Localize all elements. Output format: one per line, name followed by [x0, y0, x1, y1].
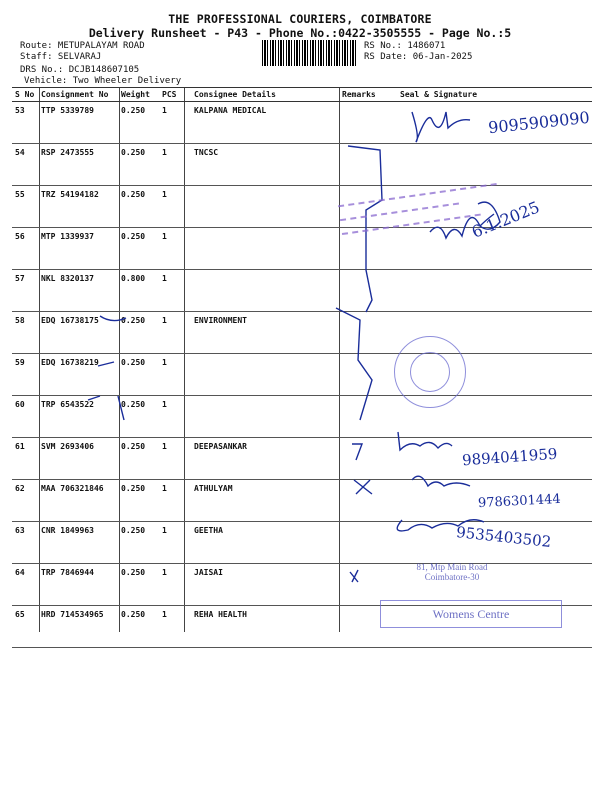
weight-cell: 0.250 [121, 610, 146, 619]
sno-cell: 58 [15, 316, 25, 325]
weight-cell: 0.250 [121, 190, 146, 199]
consignee-cell: GEETHA [194, 526, 223, 535]
sno-cell: 53 [15, 106, 25, 115]
weight-cell: 0.250 [121, 148, 146, 157]
consignee-cell: REHA HEALTH [194, 610, 247, 619]
consignee-cell: DEEPASANKAR [194, 442, 247, 451]
sno-cell: 54 [15, 148, 25, 157]
pcs-cell: 1 [162, 442, 167, 451]
consignee-cell: ENVIRONMENT [194, 316, 247, 325]
consignee-cell: ATHULYAM [194, 484, 233, 493]
rs-date-text: RS Date: 06-Jan-2025 [364, 52, 473, 62]
weight-cell: 0.250 [121, 232, 146, 241]
header-weight: Weight [121, 90, 150, 99]
signature-62 [412, 476, 470, 486]
signature-53 [412, 112, 470, 142]
remark-cross [350, 570, 358, 582]
weight-cell: 0.250 [121, 316, 146, 325]
stamp-64-line1: 81, Mtp Main Road [416, 562, 488, 572]
handwritten-date-56: 6.1.2025 [469, 197, 543, 242]
tick-mark [100, 316, 126, 321]
handwritten-phone-61: 9894041959 [461, 444, 558, 470]
handwritten-phone-63: 9535403502 [455, 523, 553, 551]
bracket-mark [336, 308, 372, 420]
header-consignee: Consignee Details [194, 90, 276, 99]
consignment-cell: RSP 2473555 [41, 148, 94, 157]
pcs-cell: 1 [162, 358, 167, 367]
consignment-cell: NKL 8320137 [41, 274, 94, 283]
remark-mark [352, 444, 362, 460]
consignee-cell: JAISAI [194, 568, 223, 577]
consignment-cell: TRP 7846944 [41, 568, 94, 577]
consignment-cell: HRD 714534965 [41, 610, 104, 619]
pcs-cell: 1 [162, 316, 167, 325]
handwritten-phone-62: 9786301444 [477, 491, 562, 512]
consignee-cell: TNCSC [194, 148, 219, 157]
sno-cell: 57 [15, 274, 25, 283]
consignment-cell: CNR 1849963 [41, 526, 94, 535]
sno-cell: 65 [15, 610, 25, 619]
pcs-cell: 1 [162, 400, 167, 409]
sno-cell: 61 [15, 442, 25, 451]
sno-cell: 63 [15, 526, 25, 535]
consignment-cell: MAA 706321846 [41, 484, 104, 493]
consignment-cell: TRP 6543522 [41, 400, 94, 409]
sno-cell: 59 [15, 358, 25, 367]
header-remarks: Remarks [342, 90, 376, 99]
pcs-cell: 1 [162, 190, 167, 199]
sno-cell: 60 [15, 400, 25, 409]
weight-cell: 0.250 [121, 400, 146, 409]
consignment-cell: EDQ 16738219 [41, 358, 99, 367]
tick-mark [88, 396, 100, 400]
remark-cross [354, 480, 372, 494]
sno-cell: 55 [15, 190, 25, 199]
stamp-65-text: Womens Centre [432, 607, 510, 621]
sno-cell: 64 [15, 568, 25, 577]
vehicle-text: Vehicle: Two Wheeler Delivery [24, 76, 182, 86]
weight-cell: 0.250 [121, 568, 146, 577]
pcs-cell: 1 [162, 148, 167, 157]
pcs-cell: 1 [162, 484, 167, 493]
stamp-64-line2: Coimbatore-30 [424, 572, 480, 582]
weight-cell: 0.250 [121, 358, 146, 367]
consignment-cell: TTP 5339789 [41, 106, 94, 115]
weight-cell: 0.250 [121, 106, 146, 115]
consignment-cell: TRZ 54194182 [41, 190, 99, 199]
consignee-cell: KALPANA MEDICAL [194, 106, 267, 115]
page-subtitle: Delivery Runsheet - P43 - Phone No.:0422-3505555 - Page No.:5 [88, 26, 512, 40]
weight-cell: 0.250 [121, 526, 146, 535]
consignment-cell: SVM 2693406 [41, 442, 94, 451]
page-title: THE PROFESSIONAL COURIERS, COIMBATORE [168, 12, 432, 26]
round-seal-59-60 [394, 336, 466, 408]
rs-no-text: RS No.: 1486071 [364, 41, 446, 51]
weight-cell: 0.250 [121, 484, 146, 493]
pcs-cell: 1 [162, 526, 167, 535]
header-sno: S No [15, 90, 35, 99]
header-seal-signature: Seal & Signature [400, 90, 478, 99]
pcs-cell: 1 [162, 274, 167, 283]
address-stamp-64 [388, 548, 516, 582]
sno-cell: 56 [15, 232, 25, 241]
header-consignment: Consignment No [41, 90, 109, 99]
rect-stamp-65 [380, 600, 562, 628]
header-pcs: PCS [162, 90, 177, 99]
consignment-cell: MTP 1339937 [41, 232, 94, 241]
route-text: Route: METUPALAYAM ROAD [20, 41, 145, 51]
pcs-cell: 1 [162, 568, 167, 577]
handwritten-phone-53: 9095909090 [487, 107, 591, 138]
tick-mark [118, 396, 124, 420]
pcs-cell: 1 [162, 106, 167, 115]
pcs-cell: 1 [162, 232, 167, 241]
sno-cell: 62 [15, 484, 25, 493]
staff-text: Staff: SELVARAJ [20, 52, 102, 62]
signature-61 [398, 432, 452, 450]
pcs-cell: 1 [162, 610, 167, 619]
drs-text: DRS No.: DCJB148607105 [20, 65, 140, 75]
tick-mark [98, 362, 114, 366]
weight-cell: 0.250 [121, 442, 146, 451]
consignment-cell: EDQ 16738175 [41, 316, 99, 325]
weight-cell: 0.800 [121, 274, 146, 283]
